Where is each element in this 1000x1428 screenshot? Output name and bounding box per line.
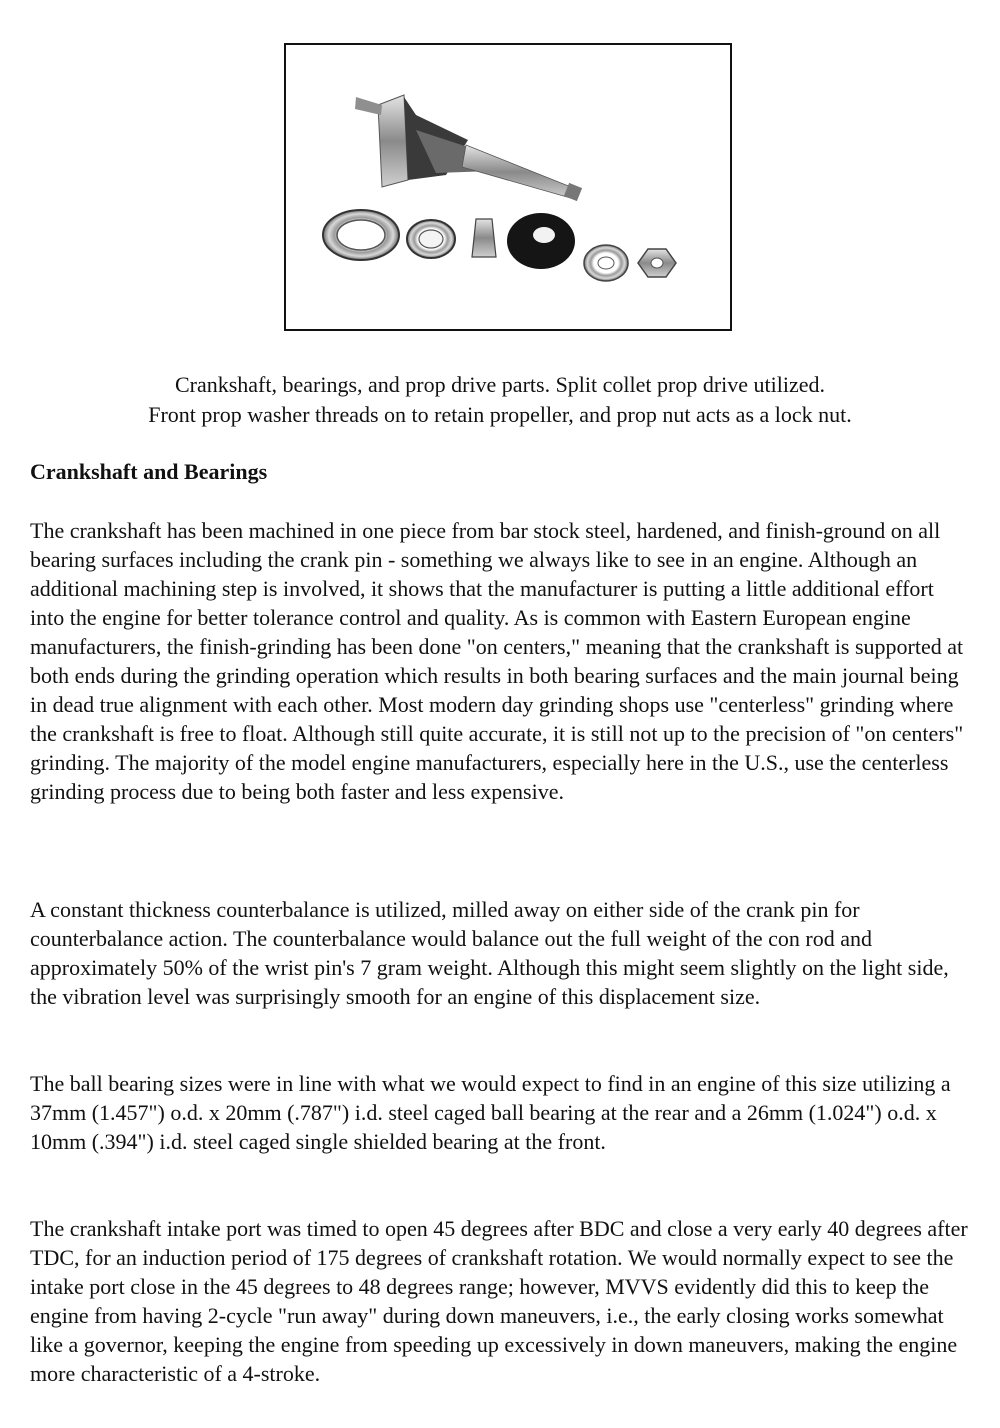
body-paragraph: The ball bearing sizes were in line with what we would expect to find in an engine of this size utilizing a 37mm (1.457") o.d. x 20mm (.787") i.d. steel caged ball bearing at the rear and a 26mm (1.024") o.d. x 10mm (.394") i.d. steel caged single shielded bearing at the front.: [30, 1071, 951, 1154]
prop-washer-shape: [584, 245, 628, 281]
body-paragraph: A constant thickness counterbalance is utilized, milled away on either side of the crank pin for counterbalance action. The counterbalance would balance out the full weight of the con rod and approximately 50% of the wrist pin's 7 gram weight. Although this might seem slightly on the light side, the vibration level was surprisingly smooth for an engine of this displacement size.: [30, 897, 949, 1009]
crankshaft-parts-photo: [284, 43, 732, 331]
crankshaft-parts-illustration: [286, 45, 730, 329]
body-paragraph: The crankshaft has been machined in one piece from bar stock steel, hardened, and finish-ground on all bearing surfaces including the crank pin - something we always like to see in an engine. Although an additional machining step is involved, it shows that the manufacturer is putting a little additional effort into the engine for better tolerance control and quality. As is common with Eastern European engine manufacturers, the finish-grinding has been done "on centers," meaning that the crankshaft is supported at both ends during the grinding operation which results in both bearing surfaces and the main journal being in dead true alignment with each other. Most modern day grinding shops use "centerless" grinding where the crankshaft is free to float. Although still quite accurate, it is still not up to the precision of "on centers" grinding. The majority of the model engine manufacturers, especially here in the U.S., use the centerless grinding process due to being both faster and less expensive.: [30, 518, 964, 804]
front-bearing-shape: [407, 220, 455, 258]
caption-line-1: Crankshaft, bearings, and prop drive parts. Split collet prop drive utilized.: [174, 372, 826, 397]
crankshaft-shape: [355, 95, 582, 201]
prop-nut-shape: [638, 249, 676, 277]
section-heading: Crankshaft and Bearings: [30, 459, 268, 484]
body-paragraph: The crankshaft intake port was timed to open 45 degrees after BDC and close a very early 40 degrees after TDC, for an induction period of 175 degrees of crankshaft rotation. We would normally expect to see the intake port close in the 45 degrees to 48 degrees range; however, MVVS evidently did this to keep the engine from having 2-cycle "run away" during down maneuvers, i.e., the early closing works somewhat like a governor, keeping the engine from speeding up excessively in down maneuvers, making the engine more characteristic of a 4-stroke.: [30, 1216, 968, 1386]
prop-drive-hub-shape: [507, 213, 575, 269]
split-collet-shape: [472, 219, 496, 257]
rear-ball-bearing-shape: [323, 210, 399, 260]
photo-caption: [0, 370, 1000, 430]
caption-line-2: Front prop washer threads on to retain propeller, and prop nut acts as a lock nut.: [148, 402, 852, 427]
